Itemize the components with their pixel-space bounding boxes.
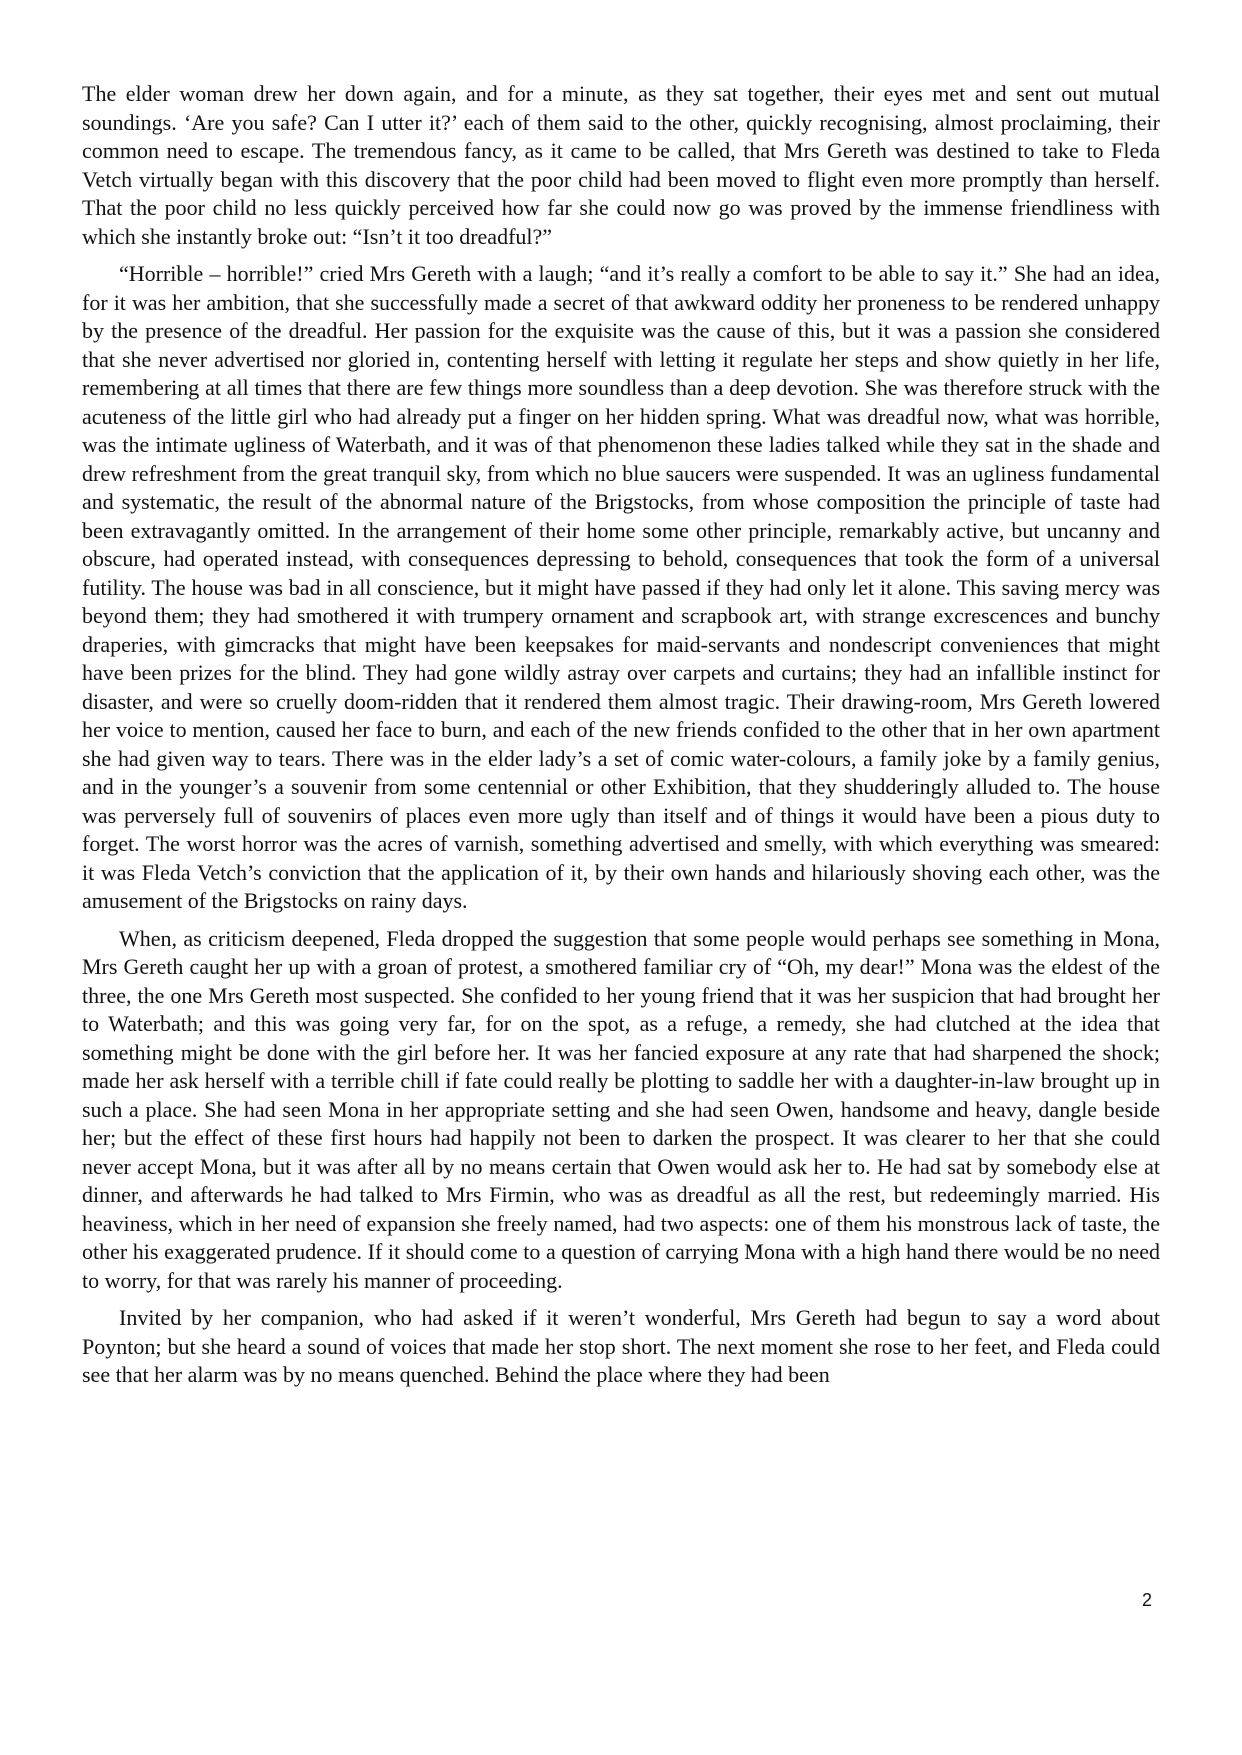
paragraph-4: Invited by her companion, who had asked if it weren’t wonderful, Mrs Gereth had begun to say a word about Poynton; but she heard a sound of voices that made her stop short. The next moment she rose to her feet, and Fleda could see that her alarm was by no means quenched. Behind the place where they had been [82,1305,1160,1387]
paragraph-3: When, as criticism deepened, Fleda dropped the suggestion that some people would perhaps see something in Mona, Mrs Gereth caught her up with a groan of protest, a smothered familiar cry of “Oh, my dear!” Mona was the eldest of the three, the one Mrs Gereth most suspected. She confided to her young friend that it was her suspicion that had brought her to Waterbath; and this was going very far, for on the spot, as a refuge, a remedy, she had clutched at the idea that something might be done with the girl before her. It was her fancied exposure at any rate that had sharpened the shock; made her ask herself with a terrible chill if fate could really be plotting to saddle her with a daughter-in-law brought up in such a place. She had seen Mona in her appropriate setting and she had seen Owen, handsome and heavy, dangle beside her; but the effect of these first hours had happily not been to darken the prospect. It was clearer to her that she could never accept Mona, but it was after all by no means certain that Owen would ask her to. He had sat by somebody else at dinner, and afterwards he had talked to Mrs Firmin, who was as dreadful as all the rest, but redeemingly married. His heaviness, which in her need of expansion she freely named, had two aspects: one of them his monstrous lack of taste, the other his exaggerated prudence. If it should come to a question of carrying Mona with a high hand there would be no need to worry, for that was rarely his manner of proceeding. [82,925,1160,1293]
paragraph-2: “Horrible – horrible!” cried Mrs Gereth with a laugh; “and it’s really a comfort to be able to say it.” She had an idea, for it was her ambition, that she successfully made a secret of that awkward oddity her proneness to be rendered unhappy by the presence of the dreadful. Her passion for the exquisite was the cause of this, but it was a passion she considered that she never advertised nor gloried in, contenting herself with letting it regulate her steps and show quietly in her life, remembering at all times that there are few things more soundless than a deep devotion. She was therefore struck with the acuteness of the little girl who had already put a finger on her hidden spring. What was dreadful now, what was horrible, was the intimate ugliness of Waterbath, and it was of that phenomenon these ladies talked while they sat in the shade and drew refreshment from the great tranquil sky, from which no blue saucers were suspended. It was an ugliness fundamental and systematic, the result of the abnormal nature of the Brigstocks, from whose composition the principle of taste had been extravagantly omitted. In the arrangement of their home some other principle, remarkably active, but uncanny and obscure, had operated instead, with consequences depressing to behold, consequences that took the form of a universal futility. The house was bad in all conscience, but it might have passed if they had only let it alone. This saving mercy was beyond them; they had smothered it with trumpery ornament and scrapbook art, with strange excrescences and bunchy draperies, with gimcracks that might have been keepsakes for maid-servants and nondescript conveniences that might have been prizes for the blind. They had gone wildly astray over carpets and curtains; they had an infallible instinct for disaster, and were so cruelly doom-ridden that it rendered them almost tragic. Their drawing-room, Mrs Gereth lowered her voice to mention, caused her face to burn, and each of the new friends confided to the other that in her own apartment she had given way to tears. There was in the elder lady’s a set of comic water-colours, a family joke by a family genius, and in the younger’s a souvenir from some centennial or other Exhibition, that they shudderingly alluded to. The house was perversely full of souvenirs of places even more ugly than itself and of things it would have been a pious duty to forget. The worst horror was the acres of varnish, something advertised and smelly, with which everything was smeared: it was Fleda Vetch’s conviction that the application of it, by their own hands and hilariously shoving each other, was the amusement of the Brigstocks on rainy days. [82,261,1160,913]
paragraph-1: The elder woman drew her down again, and for a minute, as they sat together, their eyes met and sent out mutual soundings. ‘Are you safe? Can I utter it?’ each of them said to the other, quickly recognising, almost proclaiming, their common need to escape. The tremendous fancy, as it came to be called, that Mrs Gereth was destined to take to Fleda Vetch virtually began with this discovery that the poor child had been moved to flight even more promptly than herself. That the poor child no less quickly perceived how far she could now go was proved by the immense friendliness with which she instantly broke out: “Isn’t it too dreadful?” [82,81,1160,249]
body-text [82,80,1160,1399]
page-number: 2 [1141,1590,1152,1610]
